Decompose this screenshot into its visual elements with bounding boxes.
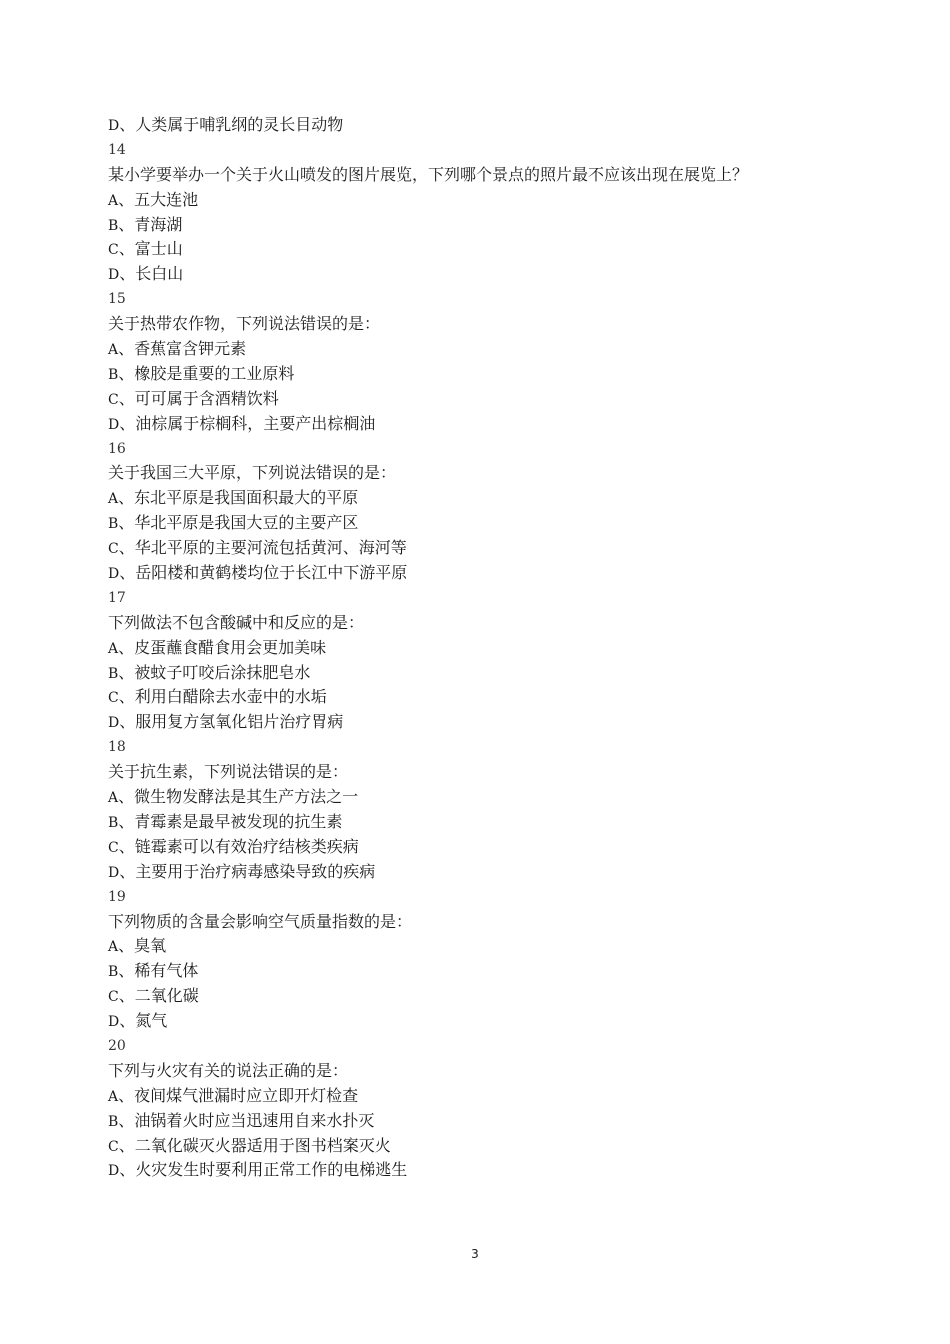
- option-separator: 、: [119, 712, 136, 732]
- option-letter: D: [108, 1014, 120, 1031]
- option-letter: B: [108, 814, 119, 831]
- option-line: [108, 785, 888, 810]
- question-stem: 关于抗生素，下列说法错误的是：: [108, 762, 349, 782]
- option-line: [108, 710, 888, 735]
- option-text: 岳阳楼和黄鹤楼均位于长江中下游平原: [135, 563, 408, 583]
- option-text: 稀有气体: [134, 961, 199, 981]
- option-text: 服用复方氢氧化铝片治疗胃病: [135, 712, 344, 732]
- option-letter: B: [108, 516, 119, 533]
- option-letter: B: [108, 665, 119, 682]
- question-stem: 关于热带农作物，下列说法错误的是：: [108, 314, 381, 334]
- option-separator: 、: [118, 1135, 135, 1155]
- option-separator: 、: [118, 936, 135, 956]
- option-letter: A: [108, 640, 119, 657]
- option-text: 臭氧: [134, 936, 167, 956]
- question-number: 19: [108, 888, 126, 905]
- question-block: [108, 138, 888, 287]
- option-text: 青霉素是最早被发现的抗生素: [134, 811, 343, 831]
- option-line: [108, 835, 888, 860]
- option-letter: D: [108, 715, 120, 732]
- option-letter: D: [108, 416, 120, 433]
- option-separator: 、: [119, 264, 136, 284]
- option-line: [108, 362, 888, 387]
- option-letter: B: [108, 366, 119, 383]
- question-block: [108, 437, 888, 586]
- option-line: [108, 636, 888, 661]
- option-separator: 、: [118, 687, 135, 707]
- option-line: [108, 984, 888, 1009]
- option-text: 可可属于含酒精饮料: [134, 388, 279, 408]
- option-separator: 、: [118, 189, 135, 209]
- option-line: [108, 1109, 888, 1134]
- option-text: 香蕉富含钾元素: [134, 339, 247, 359]
- option-line: [108, 1009, 888, 1034]
- question-stem: 某小学要举办一个关于火山喷发的图片展览，下列哪个景点的照片最不应该出现在展览上？: [108, 164, 749, 184]
- option-line: [108, 1084, 888, 1109]
- question-block: [108, 586, 888, 735]
- option-letter: B: [108, 964, 119, 981]
- question-number: 14: [108, 141, 126, 158]
- option-text: 被蚊子叮咬后涂抹肥皂水: [134, 662, 311, 682]
- option-separator: 、: [118, 339, 135, 359]
- option-line: [108, 486, 888, 511]
- option-letter: C: [108, 541, 119, 558]
- option-text: 氮气: [135, 1011, 168, 1031]
- option-letter: A: [108, 342, 119, 359]
- option-text: 富士山: [134, 239, 183, 259]
- option-text: 油棕属于棕榈科，主要产出棕榈油: [135, 413, 376, 433]
- option-line: [108, 536, 888, 561]
- option-letter: A: [108, 1088, 119, 1105]
- option-separator: 、: [119, 1011, 136, 1031]
- option-line: [108, 810, 888, 835]
- question-number: 17: [108, 589, 126, 606]
- option-line: [108, 337, 888, 362]
- option-text: 五大连池: [134, 189, 199, 209]
- option-separator: 、: [119, 413, 136, 433]
- option-line: [108, 262, 888, 287]
- option-text: 华北平原是我国大豆的主要产区: [134, 513, 359, 533]
- option-letter: B: [108, 1113, 119, 1130]
- option-separator: 、: [118, 388, 135, 408]
- question-list: [108, 138, 888, 1183]
- option-text: 青海湖: [134, 214, 183, 234]
- option-line: [108, 1158, 888, 1183]
- question-stem: 关于我国三大平原，下列说法错误的是：: [108, 463, 397, 483]
- option-letter: C: [108, 839, 119, 856]
- option-line: [108, 387, 888, 412]
- option-letter: A: [108, 192, 119, 209]
- option-separator: 、: [118, 1085, 135, 1105]
- question-number: 20: [108, 1037, 126, 1054]
- option-letter: D: [108, 864, 120, 881]
- option-line: [108, 959, 888, 984]
- option-line: [108, 860, 888, 885]
- option-text: 微生物发酵法是其生产方法之一: [134, 787, 359, 807]
- page-content: [108, 113, 888, 1183]
- question-number: 15: [108, 291, 126, 308]
- option-line: [108, 561, 888, 586]
- option-letter: D: [108, 267, 120, 284]
- option-line: [108, 661, 888, 686]
- option-separator: 、: [119, 115, 136, 134]
- option-text: 火灾发生时要利用正常工作的电梯逃生: [135, 1160, 408, 1180]
- option-text: 油锅着火时应当迅速用自来水扑灭: [134, 1110, 375, 1130]
- option-text: 利用白醋除去水壶中的水垢: [134, 687, 327, 707]
- option-separator: 、: [118, 961, 135, 981]
- option-letter: C: [108, 391, 119, 408]
- option-letter: C: [108, 690, 119, 707]
- option-line: [108, 412, 888, 437]
- question-number: 16: [108, 440, 126, 457]
- option-letter: C: [108, 242, 119, 259]
- option-separator: 、: [118, 836, 135, 856]
- option-text: 橡胶是重要的工业原料: [134, 363, 295, 383]
- option-letter: D: [108, 566, 120, 583]
- option-separator: 、: [118, 787, 135, 807]
- option-line: [108, 934, 888, 959]
- option-separator: 、: [118, 363, 135, 383]
- option-line: [108, 113, 888, 138]
- option-separator: 、: [118, 637, 135, 657]
- option-separator: 、: [118, 239, 135, 259]
- option-letter: C: [108, 989, 119, 1006]
- option-separator: 、: [119, 1160, 136, 1180]
- question-stem: 下列与火灾有关的说法正确的是：: [108, 1060, 349, 1080]
- option-letter: C: [108, 1138, 119, 1155]
- question-block: [108, 735, 888, 884]
- option-text: 东北平原是我国面积最大的平原: [134, 488, 359, 508]
- question-block: [108, 1034, 888, 1183]
- option-separator: 、: [119, 861, 136, 881]
- option-separator: 、: [118, 538, 135, 558]
- option-line: [108, 213, 888, 238]
- question-block: [108, 885, 888, 1034]
- option-text: 长白山: [135, 264, 184, 284]
- option-text: 夜间煤气泄漏时应立即开灯检查: [134, 1085, 359, 1105]
- question-number: 18: [108, 739, 126, 756]
- option-separator: 、: [118, 986, 135, 1006]
- option-separator: 、: [118, 488, 135, 508]
- option-line: [108, 1134, 888, 1159]
- page-number: 3: [471, 1247, 479, 1261]
- option-line: [108, 511, 888, 536]
- option-letter: A: [108, 790, 119, 807]
- option-separator: 、: [118, 811, 135, 831]
- option-separator: 、: [118, 214, 135, 234]
- option-letter: B: [108, 217, 119, 234]
- option-text: 主要用于治疗病毒感染导致的疾病: [135, 861, 376, 881]
- option-text: 二氧化碳: [134, 986, 199, 1006]
- option-text: 二氧化碳灭火器适用于图书档案灭火: [134, 1135, 391, 1155]
- option-letter: A: [108, 491, 119, 508]
- option-separator: 、: [118, 662, 135, 682]
- question-stem: 下列做法不包含酸碱中和反应的是：: [108, 612, 365, 632]
- option-line: [108, 237, 888, 262]
- option-letter: D: [108, 118, 120, 134]
- option-text: 皮蛋蘸食醋食用会更加美味: [134, 637, 327, 657]
- option-text: 人类属于哺乳纲的灵长目动物: [135, 115, 344, 134]
- question-stem: 下列物质的含量会影响空气质量指数的是：: [108, 911, 413, 931]
- option-separator: 、: [118, 513, 135, 533]
- question-block: [108, 287, 888, 436]
- option-line: [108, 685, 888, 710]
- option-letter: D: [108, 1163, 120, 1180]
- option-text: 链霉素可以有效治疗结核类疾病: [134, 836, 359, 856]
- option-separator: 、: [118, 1110, 135, 1130]
- option-line: [108, 188, 888, 213]
- option-text: 华北平原的主要河流包括黄河、海河等: [134, 538, 407, 558]
- option-letter: A: [108, 939, 119, 956]
- option-separator: 、: [119, 563, 136, 583]
